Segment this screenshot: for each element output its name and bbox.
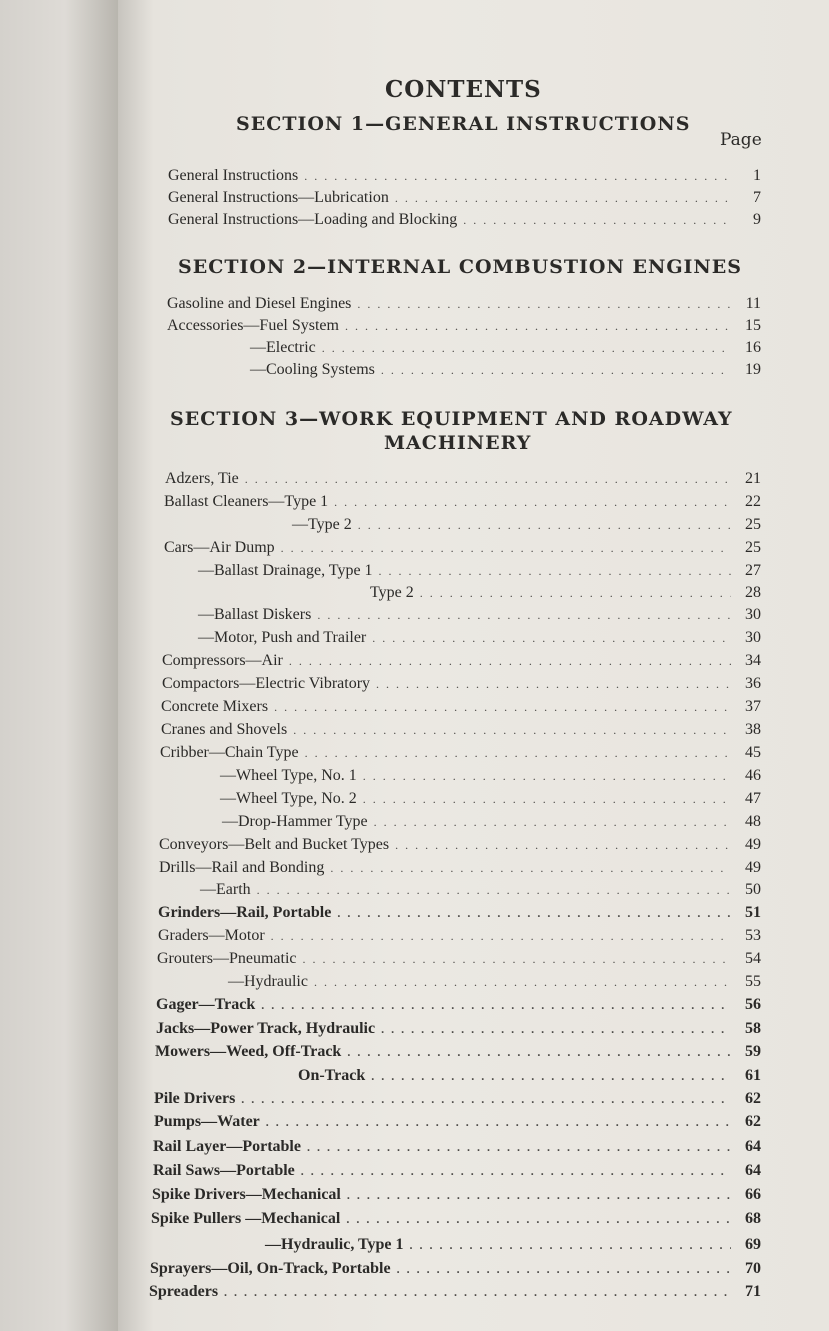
dot-leader <box>372 631 731 646</box>
dot-leader <box>261 998 731 1013</box>
dot-leader <box>271 929 731 944</box>
toc-entry[interactable]: —Electric . . . 16 <box>250 339 761 361</box>
toc-entry[interactable]: —Hydraulic . . . 55 <box>228 973 761 995</box>
toc-entry[interactable]: General Instructions—Loading and Blocking . . . 9 <box>168 211 761 233</box>
toc-entry[interactable]: Cars—Air Dump . . . 25 <box>164 539 761 561</box>
dot-leader <box>307 1140 731 1155</box>
toc-entry[interactable]: Grouters—Pneumatic . . . 54 <box>157 950 761 972</box>
toc-entry[interactable]: Spike Drivers—Mechanical . . . 66 <box>152 1186 761 1208</box>
dot-leader <box>304 169 731 184</box>
section-3-heading: SECTION 3—WORK EQUIPMENT AND ROADWAY <box>170 408 733 430</box>
dot-leader <box>358 518 731 533</box>
toc-entry[interactable]: Pile Drivers . . . 62 <box>154 1090 761 1112</box>
dot-leader <box>376 677 731 692</box>
dot-leader <box>463 213 731 228</box>
dot-leader <box>317 608 731 623</box>
dot-leader <box>363 769 731 784</box>
dot-leader <box>374 815 731 830</box>
dot-leader <box>241 1092 731 1107</box>
toc-entry[interactable]: Mowers—Weed, Off-Track . . . 59 <box>155 1043 761 1065</box>
dot-leader <box>357 297 731 312</box>
toc-entry[interactable]: —Earth . . . 50 <box>200 881 761 903</box>
page-column-header: Page <box>720 130 762 150</box>
dot-leader <box>322 341 731 356</box>
dot-leader <box>347 1188 731 1203</box>
toc-entry[interactable]: Compactors—Electric Vibratory . . . 36 <box>162 675 761 697</box>
dot-leader <box>347 1045 731 1060</box>
toc-entry[interactable]: Sprayers—Oil, On-Track, Portable . . . 70 <box>150 1260 761 1282</box>
dot-leader <box>305 746 731 761</box>
toc-entry[interactable]: —Hydraulic, Type 1 . . . 69 <box>265 1236 761 1258</box>
dot-leader <box>395 191 731 206</box>
dot-leader <box>266 1115 731 1130</box>
toc-entry[interactable]: Conveyors—Belt and Bucket Types . . . 49 <box>159 836 761 858</box>
dot-leader <box>224 1285 731 1300</box>
dot-leader <box>281 541 731 556</box>
dot-leader <box>381 363 731 378</box>
dot-leader <box>274 700 731 715</box>
toc-entry[interactable]: Drills—Rail and Bonding . . . 49 <box>159 859 761 881</box>
dot-leader <box>397 1262 731 1277</box>
toc-entry[interactable]: —Wheel Type, No. 1 . . . 46 <box>220 767 761 789</box>
dot-leader <box>293 723 731 738</box>
dot-leader <box>337 906 731 921</box>
dot-leader <box>410 1238 731 1253</box>
dot-leader <box>314 975 731 990</box>
dot-leader <box>395 838 731 853</box>
toc-entry[interactable]: Graders—Motor . . . 53 <box>158 927 761 949</box>
dot-leader <box>289 654 731 669</box>
toc-entry[interactable]: —Type 2 . . . 25 <box>292 516 761 538</box>
dot-leader <box>371 1069 731 1084</box>
toc-entry[interactable]: —Drop-Hammer Type . . . 48 <box>222 813 761 835</box>
toc-entry[interactable]: General Instructions—Lubrication . . . 7 <box>168 189 761 211</box>
toc-entry[interactable]: —Wheel Type, No. 2 . . . 47 <box>220 790 761 812</box>
dot-leader <box>381 1022 731 1037</box>
toc-entry[interactable]: Grinders—Rail, Portable . . . 51 <box>158 904 761 926</box>
dot-leader <box>334 495 731 510</box>
toc-entry[interactable]: Compressors—Air . . . 34 <box>162 652 761 674</box>
section-3-heading-line-2: MACHINERY <box>384 432 532 454</box>
toc-entry[interactable]: Spreaders . . . 71 <box>149 1283 761 1305</box>
toc-entry[interactable]: Ballast Cleaners—Type 1 . . . 22 <box>164 493 761 515</box>
toc-entry[interactable]: On-Track . . . 61 <box>298 1067 761 1089</box>
dot-leader <box>345 319 731 334</box>
toc-entry[interactable]: Adzers, Tie . . . 21 <box>165 470 761 492</box>
toc-entry[interactable]: Cribber—Chain Type . . . 45 <box>160 744 761 766</box>
toc-entry[interactable]: —Motor, Push and Trailer . . . 30 <box>198 629 761 651</box>
dot-leader <box>420 586 731 601</box>
toc-entry[interactable]: Gasoline and Diesel Engines . . . 11 <box>167 295 761 317</box>
dot-leader <box>330 861 731 876</box>
toc-entry[interactable]: Cranes and Shovels . . . 38 <box>161 721 761 743</box>
dot-leader <box>363 792 731 807</box>
toc-entry[interactable]: Jacks—Power Track, Hydraulic . . . 58 <box>156 1020 761 1042</box>
contents-title: CONTENTS <box>385 76 542 103</box>
toc-entry[interactable]: Spike Pullers —Mechanical . . . 68 <box>151 1210 761 1232</box>
dot-leader <box>245 472 731 487</box>
dot-leader <box>301 1164 731 1179</box>
toc-entry[interactable]: Accessories—Fuel System . . . 15 <box>167 317 761 339</box>
dot-leader <box>303 952 731 967</box>
toc-entry[interactable]: —Ballast Drainage, Type 1 . . . 27 <box>198 562 761 584</box>
toc-entry[interactable]: Pumps—Water . . . 62 <box>154 1113 761 1135</box>
section-2-heading: SECTION 2—INTERNAL COMBUSTION ENGINES <box>178 256 742 278</box>
toc-entry[interactable]: Concrete Mixers . . . 37 <box>161 698 761 720</box>
toc-entry[interactable]: Rail Saws—Portable . . . 64 <box>153 1162 761 1184</box>
dot-leader <box>346 1212 731 1227</box>
dot-leader <box>379 564 731 579</box>
section-1-heading: SECTION 1—GENERAL INSTRUCTIONS <box>236 113 691 135</box>
toc-entry[interactable]: Gager—Track . . . 56 <box>156 996 761 1018</box>
toc-entry[interactable]: General Instructions . . . 1 <box>168 167 761 189</box>
toc-entry[interactable]: Rail Layer—Portable . . . 64 <box>153 1138 761 1160</box>
toc-entry[interactable]: —Ballast Diskers . . . 30 <box>198 606 761 628</box>
toc-entry[interactable]: Type 2 . . . 28 <box>370 584 761 606</box>
toc-entry[interactable]: —Cooling Systems . . . 19 <box>250 361 761 383</box>
dot-leader <box>257 883 731 898</box>
